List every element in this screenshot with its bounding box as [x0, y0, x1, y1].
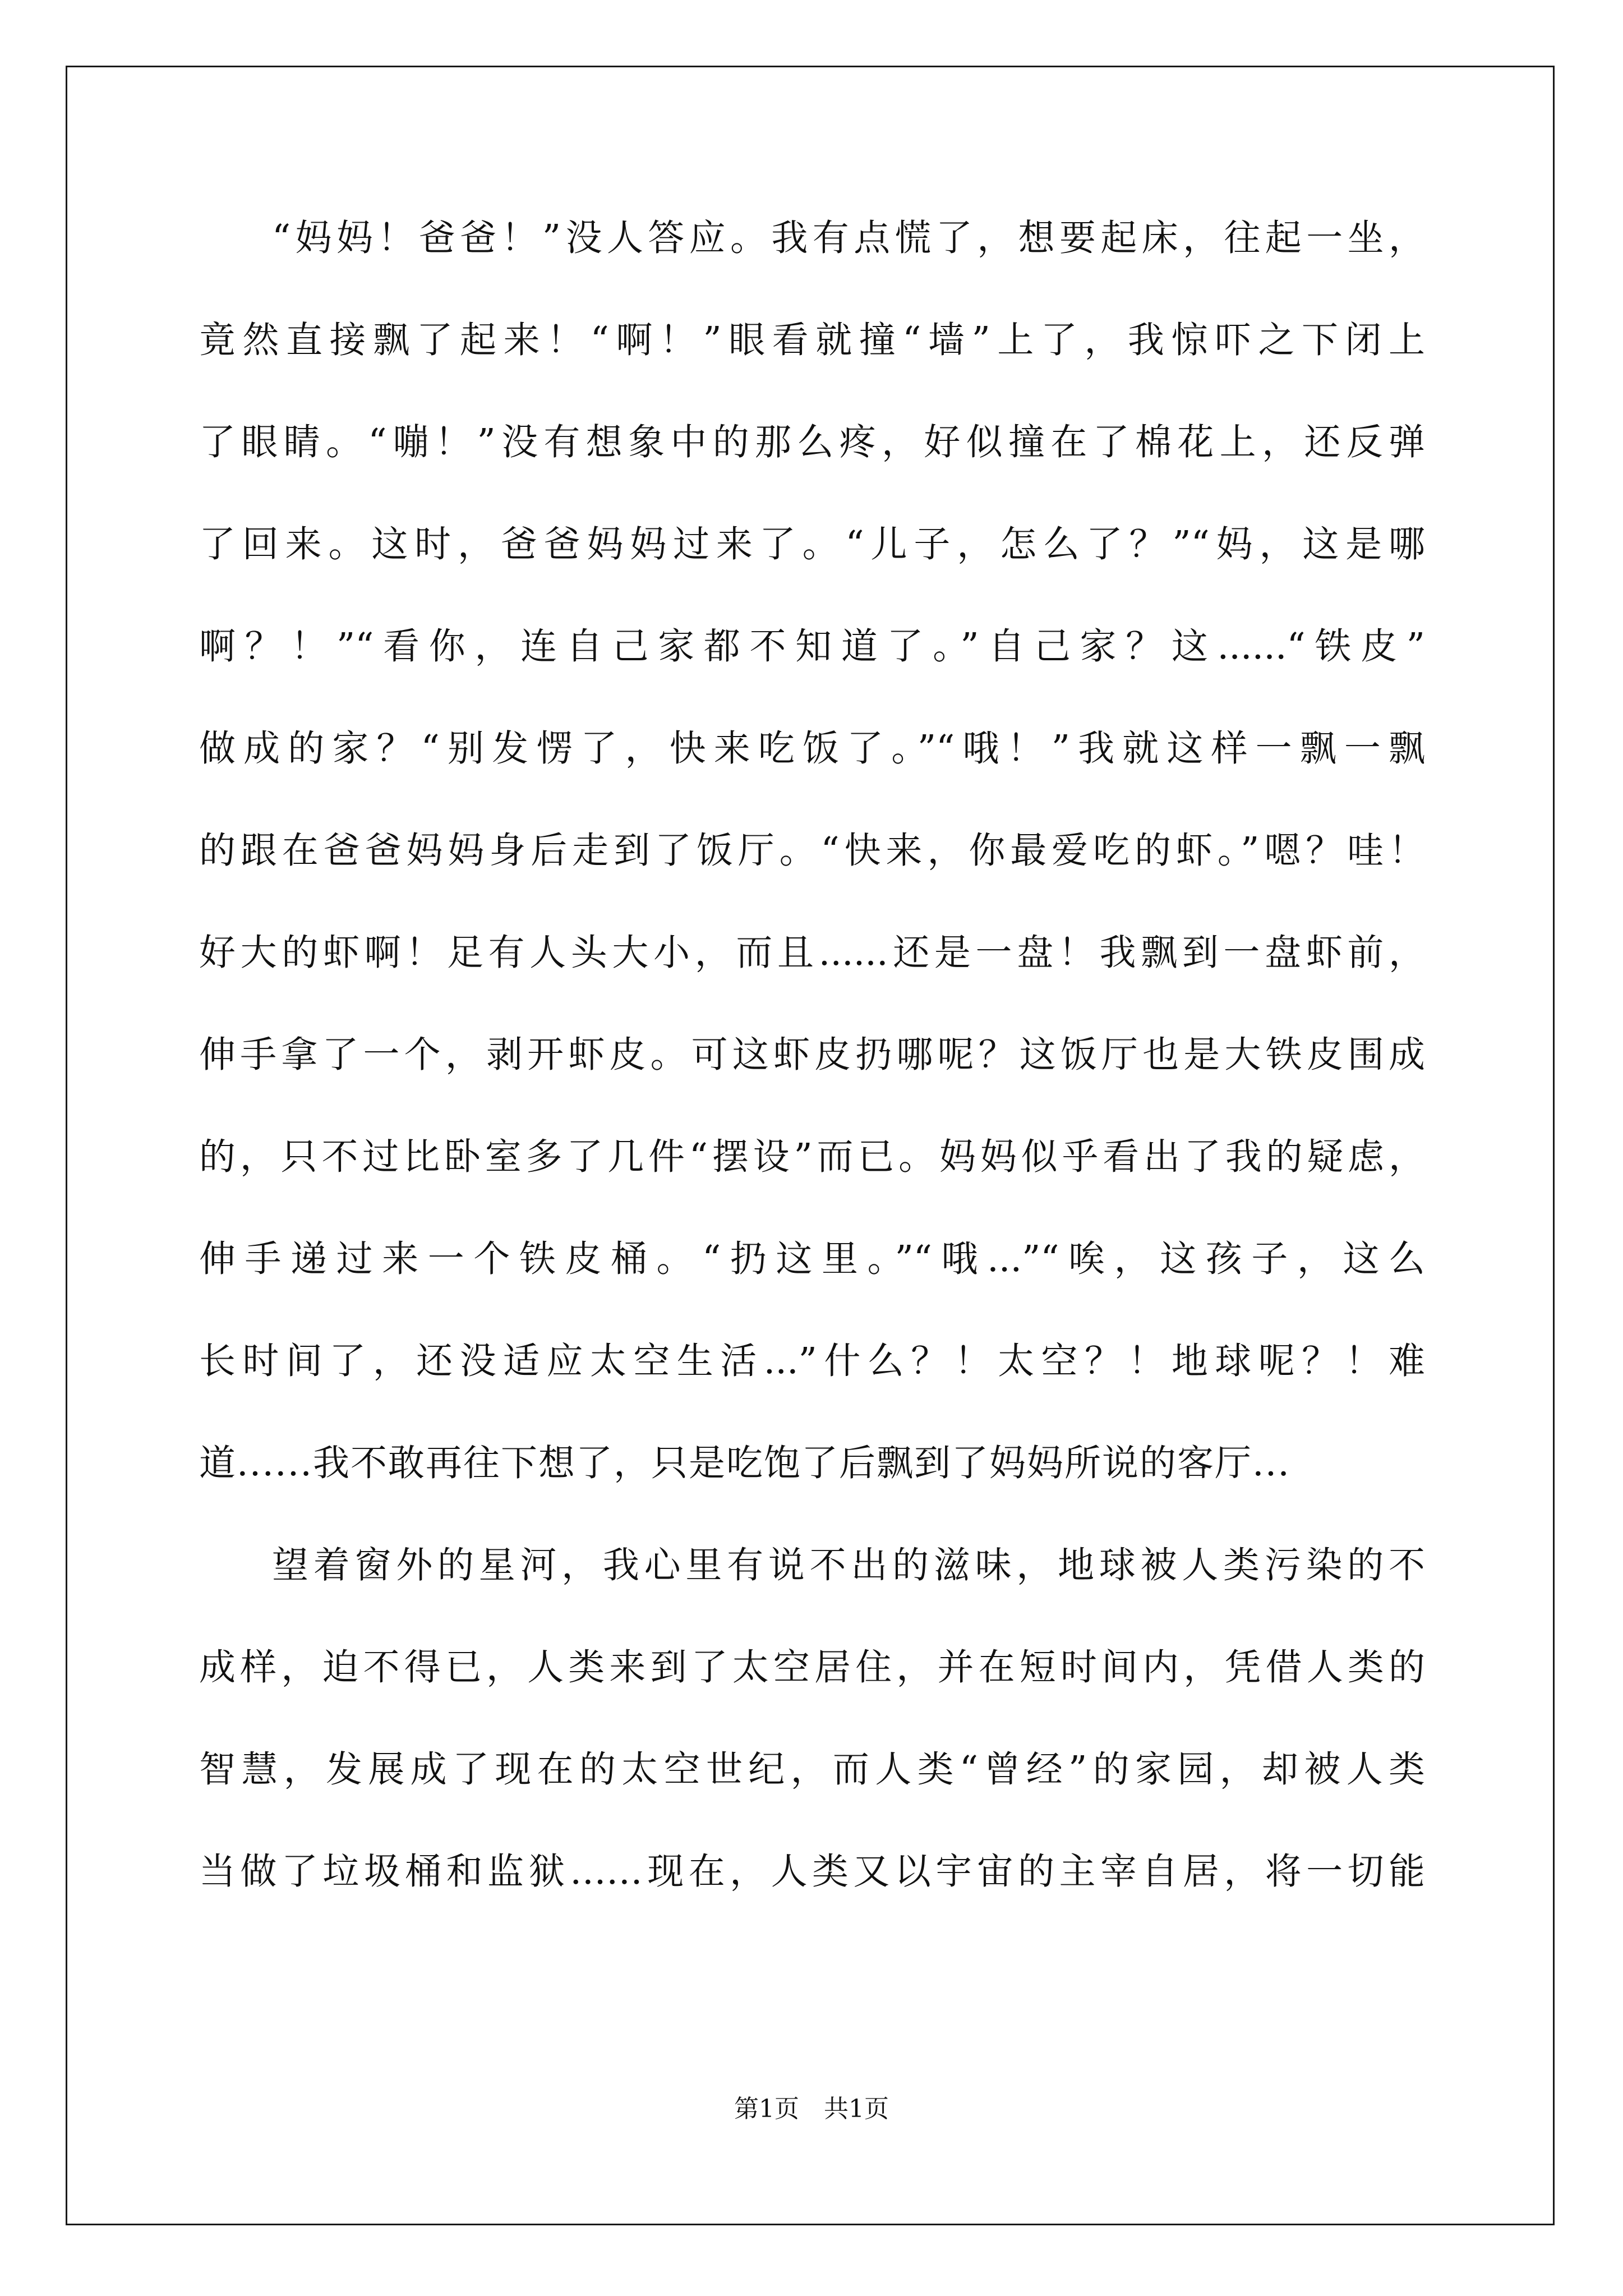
text-line: 长时间了，还没适应太空生活...”什么？！太空？！地球呢？！难 [199, 1340, 1425, 1382]
text-line: 伸手拿了一个，剥开虾皮。可这虾皮扔哪呢？这饭厅也是大铁皮围成 [199, 1034, 1425, 1076]
text-line: 啊？！”“看你，连自己家都不知道了。”自己家？这......“铁皮” [199, 625, 1425, 668]
text-line: 道......我不敢再往下想了，只是吃饱了后飘到了妈妈所说的客厅... [199, 1442, 1290, 1484]
text-line: 了眼睛。“嘣！”没有想象中的那么疼，好似撞在了棉花上，还反弹 [199, 421, 1425, 463]
text-line: 望着窗外的星河，我心里有说不出的滋味，地球被人类污染的不 [272, 1544, 1425, 1586]
text-line: 好大的虾啊！足有人头大小，而且......还是一盘！我飘到一盘虾前， [199, 932, 1425, 974]
text-line: 竟然直接飘了起来！“啊！”眼看就撞“墙”上了，我惊吓之下闭上 [199, 319, 1425, 361]
page-number-footer: 第1页 共1页 [734, 2095, 889, 2123]
text-line: 做成的家？“别发愣了，快来吃饭了。”“哦！”我就这样一飘一飘 [199, 728, 1425, 770]
text-line: 伸手递过来一个铁皮桶。“扔这里。”“哦...”“唉，这孩子，这么 [199, 1238, 1425, 1280]
text-line: 了回来。这时，爸爸妈妈过来了。“儿子，怎么了？”“妈，这是哪 [199, 523, 1425, 565]
document-body [199, 216, 1425, 1952]
text-line: “妈妈！爸爸！”没人答应。我有点慌了，想要起床，往起一坐， [272, 217, 1425, 259]
text-line: 的跟在爸爸妈妈身后走到了饭厅。“快来，你最爱吃的虾。”嗯？哇！ [199, 830, 1425, 872]
text-line: 成样，迫不得已，人类来到了太空居住，并在短时间内，凭借人类的 [199, 1646, 1425, 1688]
text-line: 的，只不过比卧室多了几件“摆设”而已。妈妈似乎看出了我的疑虑， [199, 1136, 1425, 1178]
text-line: 智慧，发展成了现在的太空世纪，而人类“曾经”的家园，却被人类 [199, 1749, 1425, 1791]
text-line: 当做了垃圾桶和监狱……现在，人类又以宇宙的主宰自居，将一切能 [199, 1851, 1425, 1893]
